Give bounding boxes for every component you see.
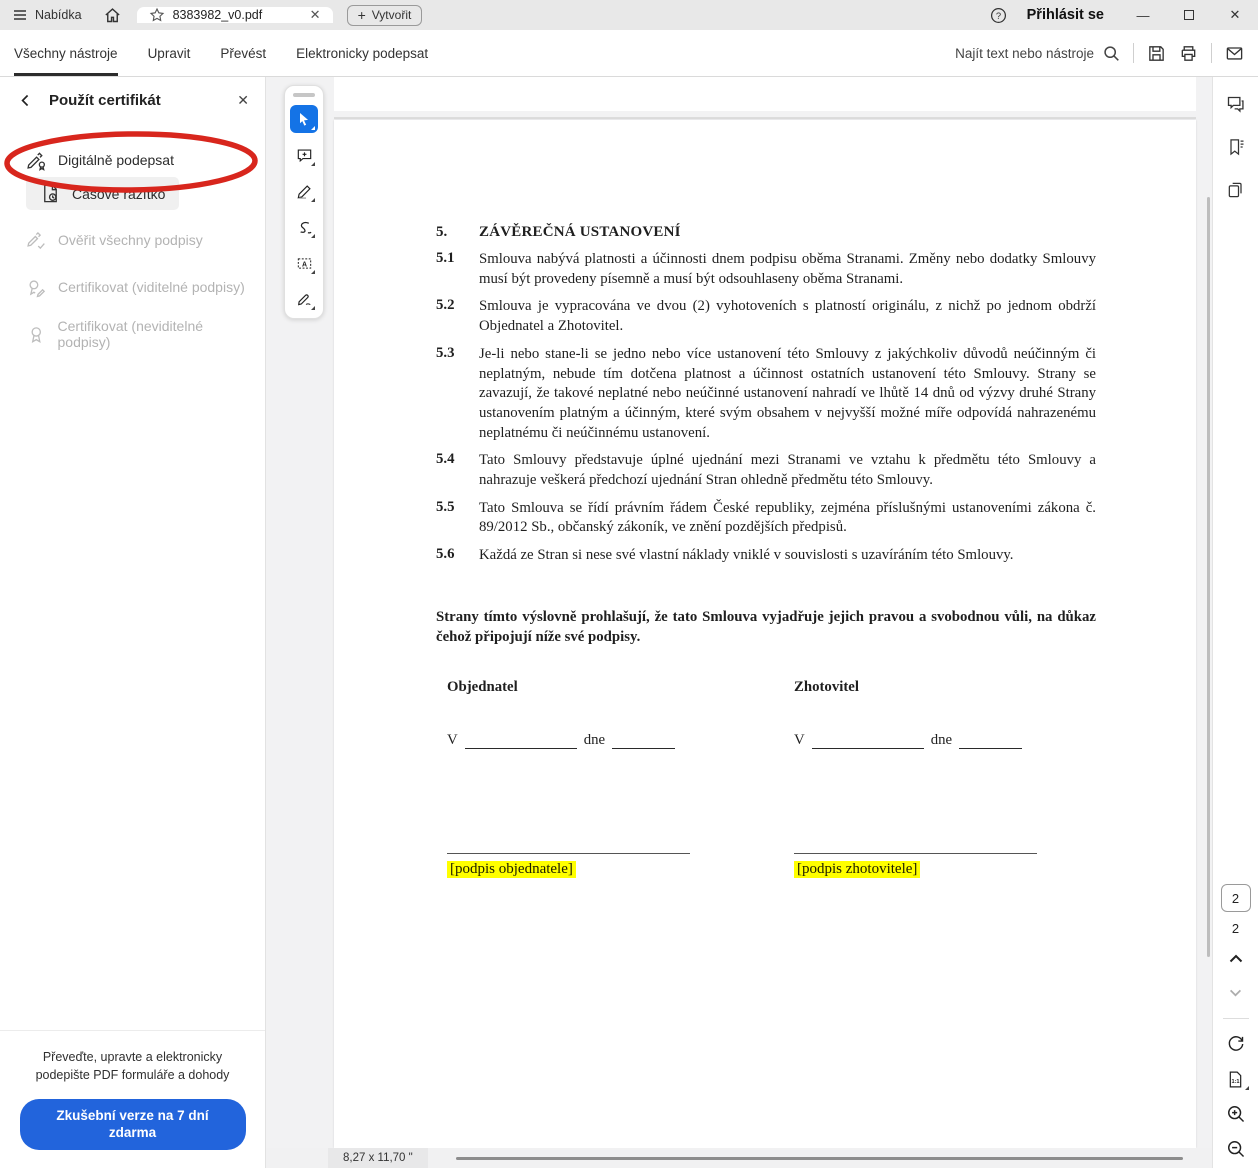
panel-item-validate-signatures <box>26 223 255 257</box>
menu-label: Nabídka <box>35 8 82 22</box>
certify-invisible-seal-icon <box>26 324 47 345</box>
add-text-tool-button[interactable] <box>290 249 318 277</box>
page-thumbnails-button[interactable] <box>1221 177 1251 203</box>
help-icon <box>990 7 1007 24</box>
section-title: ZÁVĚREČNÁ USTANOVENÍ <box>479 224 681 240</box>
sidebar-divider <box>1223 1018 1249 1019</box>
plus-icon: + <box>357 7 366 23</box>
total-pages-label: 2 <box>1231 921 1240 936</box>
date-label: dne <box>930 732 953 749</box>
signature-area <box>436 679 1096 878</box>
mail-icon <box>1225 44 1244 63</box>
add-comment-tool-button[interactable] <box>290 141 318 169</box>
clause-number: 5.5 <box>436 498 455 515</box>
previous-page-button[interactable] <box>1221 945 1251 971</box>
horizontal-scrollbar[interactable] <box>456 1157 1183 1160</box>
chevron-up-icon <box>1229 954 1243 963</box>
clause-text: Tato Smlouva se řídí právním řádem České republiky, zejména příslušnými ustanoveními zákona č. 89/2012 Sb., občanský zákoník, ve znění pozdějších předpisů. <box>479 499 1096 536</box>
clause-row <box>436 345 1096 444</box>
certify-visible-seal-pen-icon <box>26 277 47 298</box>
bookmarks-icon <box>1226 137 1246 157</box>
panel-close-icon[interactable]: ✕ <box>237 92 249 108</box>
date-blank-line <box>612 734 675 749</box>
text-box-icon <box>296 255 313 272</box>
certificate-panel <box>0 77 266 1168</box>
comments-panel-button[interactable] <box>1221 91 1251 117</box>
date-label: dne <box>583 732 606 749</box>
panel-item-certify-visible <box>26 270 255 304</box>
clause-text: Smlouva nabývá platnosti a účinnosti dnem podpisu oběma Stranami. Změny nebo dodatky Smlouvy musí být provedeny písemně a musí být odsouhlaseny oběma Stranami. <box>479 251 1096 287</box>
clause-row <box>436 499 1096 538</box>
back-chevron-icon[interactable] <box>18 93 33 108</box>
sign-in-button[interactable]: Přihlásit se <box>1026 7 1104 23</box>
clause-text: Každá ze Stran si nese své vlastní náklady vniklé v souvislosti s uzavíráním této Smlouvy. <box>479 547 1014 564</box>
pages-copy-icon <box>1226 180 1246 200</box>
actual-size-icon <box>1226 1070 1245 1089</box>
find-tools-button[interactable] <box>955 45 1120 62</box>
signature-line <box>794 853 1037 854</box>
clause-row <box>436 297 1096 336</box>
signature-line <box>447 853 690 854</box>
place-label: V <box>794 732 805 749</box>
fill-sign-tool-button[interactable] <box>290 285 318 313</box>
place-label: V <box>447 732 458 749</box>
place-blank-line <box>465 734 577 749</box>
highlight-tool-button[interactable] <box>290 177 318 205</box>
search-icon <box>1103 45 1120 62</box>
maximize-button[interactable] <box>1166 0 1212 30</box>
panel-item-label: Certifikovat (viditelné podpisy) <box>58 279 245 295</box>
clause-number: 5.1 <box>436 250 455 266</box>
vertical-scrollbar[interactable] <box>1207 197 1210 957</box>
hamburger-icon <box>12 7 28 23</box>
rotate-page-button[interactable] <box>1221 1031 1251 1057</box>
clause-text: Je-li nebo stane-li se jedno nebo více ustanovení této Smlouvy z jakýchkoliv důvodů neúčinným či neplatným, nebude tím dotčena platnost a účinnost ostatních ustanovení této Smlouvy. Strany se zavazují, že takové neplatné nebo neúčinné ustanovení nahradí ve lhůtě 14 dnů od výzvy druhé Strany ustanovením platným a účinným, které svým obsahem v nejvyšší možné míře odpovídá nahrazenému neplatnému či neúčinnému ustanovení. <box>479 345 1096 441</box>
cursor-icon <box>296 111 312 127</box>
app-toolbar <box>0 30 1258 77</box>
tab-close-icon[interactable]: ✕ <box>309 7 321 22</box>
home-button[interactable] <box>94 6 131 25</box>
panel-item-label: Ověřit všechny podpisy <box>58 232 203 248</box>
draw-loop-icon <box>296 219 313 236</box>
digital-sign-pen-seal-icon <box>26 150 47 171</box>
toolbar-drag-handle[interactable] <box>293 93 315 97</box>
star-icon[interactable] <box>149 7 165 23</box>
share-mail-button[interactable] <box>1225 44 1244 63</box>
minimize-button[interactable]: — <box>1136 7 1150 23</box>
signature-placeholder-highlight: [podpis objednatele] <box>447 861 576 878</box>
find-label: Najít text nebo nástroje <box>955 45 1094 61</box>
zoom-out-button[interactable] <box>1221 1136 1251 1162</box>
clause-text: Tato Smlouvy představuje úplné ujednání mezi Stranami ve vztahu k předmětu této Smlouvy a nahrazuje veškerá předchozí ujednání Stran ohledně předmětu této Smlouvy. <box>479 452 1096 489</box>
panel-item-timestamp[interactable] <box>26 177 179 210</box>
tab-title: 8383982_v0.pdf <box>172 8 263 22</box>
declaration-text: Strany tímto výslovně prohlašují, že tato Smlouva vyjadřuje jejich pravou a svobodnou vůli, na důkaz čehož připojují níže své podpisy. <box>436 608 1096 645</box>
validate-signatures-icon <box>26 230 47 251</box>
panel-item-label: Certifikovat (neviditelné podpisy) <box>57 318 204 350</box>
home-icon <box>103 6 122 25</box>
create-label: Vytvořit <box>371 8 412 22</box>
panel-item-label: Digitálně podepsat <box>58 152 174 168</box>
current-page-input[interactable]: 2 <box>1221 884 1251 912</box>
clause-text: Smlouva je vypracována ve dvou (2) vyhotoveních s platností originálu, z nichž po jednom obdrží Objednatel a Zhotovitel. <box>479 298 1096 335</box>
clause-row <box>436 451 1096 490</box>
tab-esign[interactable]: Elektronicky podepsat <box>296 45 429 61</box>
timestamp-document-clock-icon <box>40 183 61 204</box>
print-button[interactable] <box>1179 44 1198 63</box>
toolbar-divider <box>1211 43 1212 63</box>
tab-edit[interactable]: Upravit <box>147 45 191 61</box>
tab-all-tools[interactable]: Všechny nástroje <box>14 30 118 76</box>
right-sidebar <box>1212 77 1258 1168</box>
page-1-bottom-edge <box>334 77 1196 111</box>
save-icon <box>1147 44 1166 63</box>
signatory-title: Zhotovitel <box>794 679 859 696</box>
trial-button[interactable]: Zkušební verze na 7 dní zdarma <box>20 1099 246 1150</box>
highlighter-icon <box>296 183 313 200</box>
create-button[interactable] <box>347 5 423 26</box>
zoom-in-button[interactable] <box>1221 1101 1251 1127</box>
date-blank-line <box>959 734 1022 749</box>
clause-row <box>436 546 1096 566</box>
tab-convert[interactable]: Převést <box>220 45 267 61</box>
clause-number: 5.3 <box>436 344 455 361</box>
save-button[interactable] <box>1147 44 1166 63</box>
clause-number: 5.4 <box>436 451 455 468</box>
select-tool-button[interactable] <box>290 105 318 133</box>
actual-size-button[interactable] <box>1221 1066 1251 1092</box>
place-blank-line <box>812 734 924 749</box>
add-comment-icon <box>296 147 313 164</box>
clause-number: 5.6 <box>436 546 455 563</box>
close-window-button[interactable]: ✕ <box>1229 7 1241 22</box>
pdf-viewer <box>266 77 1212 1168</box>
signature-column-contractor <box>794 679 1141 878</box>
document-tab[interactable] <box>137 7 333 23</box>
panel-item-label: Časové razítko <box>72 185 166 202</box>
svg-text:A: A <box>301 260 307 268</box>
chevron-down-icon <box>1229 989 1242 997</box>
signature-placeholder-highlight: [podpis zhotovitele] <box>794 861 920 878</box>
page-2 <box>334 120 1196 1148</box>
print-icon <box>1179 44 1198 63</box>
comments-icon <box>1225 94 1246 115</box>
draw-tool-button[interactable] <box>290 213 318 241</box>
zoom-out-icon <box>1226 1139 1246 1159</box>
title-bar <box>0 0 1258 30</box>
bookmarks-panel-button[interactable] <box>1221 134 1251 160</box>
svg-text:1:1: 1:1 <box>1231 1078 1240 1085</box>
promo-text: Převeďte, upravte a elektronicky podepište PDF formuláře a dohody <box>35 1049 230 1082</box>
sign-pen-icon <box>296 291 313 308</box>
section-number: 5. <box>436 224 448 240</box>
page-size-label: 8,27 x 11,70 " <box>328 1148 428 1168</box>
zoom-in-icon <box>1226 1104 1246 1124</box>
rotate-icon <box>1226 1034 1246 1054</box>
help-button[interactable] <box>978 7 1019 24</box>
document-content <box>334 120 1196 1148</box>
clause-number: 5.2 <box>436 297 455 314</box>
page-separator <box>334 117 1196 119</box>
panel-item-digitally-sign[interactable] <box>26 143 255 177</box>
signatory-title: Objednatel <box>447 679 518 696</box>
panel-item-certify-invisible <box>26 317 255 351</box>
toolbar-divider <box>1133 43 1134 63</box>
svg-text:?: ? <box>995 10 1001 22</box>
menu-button[interactable] <box>0 7 94 23</box>
quick-tools-toolbar <box>284 85 324 319</box>
maximize-icon <box>1184 10 1194 20</box>
next-page-button[interactable] <box>1221 980 1251 1006</box>
panel-title: Použít certifikát <box>49 92 161 109</box>
clause-row <box>436 250 1096 289</box>
signature-column-client <box>447 679 794 878</box>
